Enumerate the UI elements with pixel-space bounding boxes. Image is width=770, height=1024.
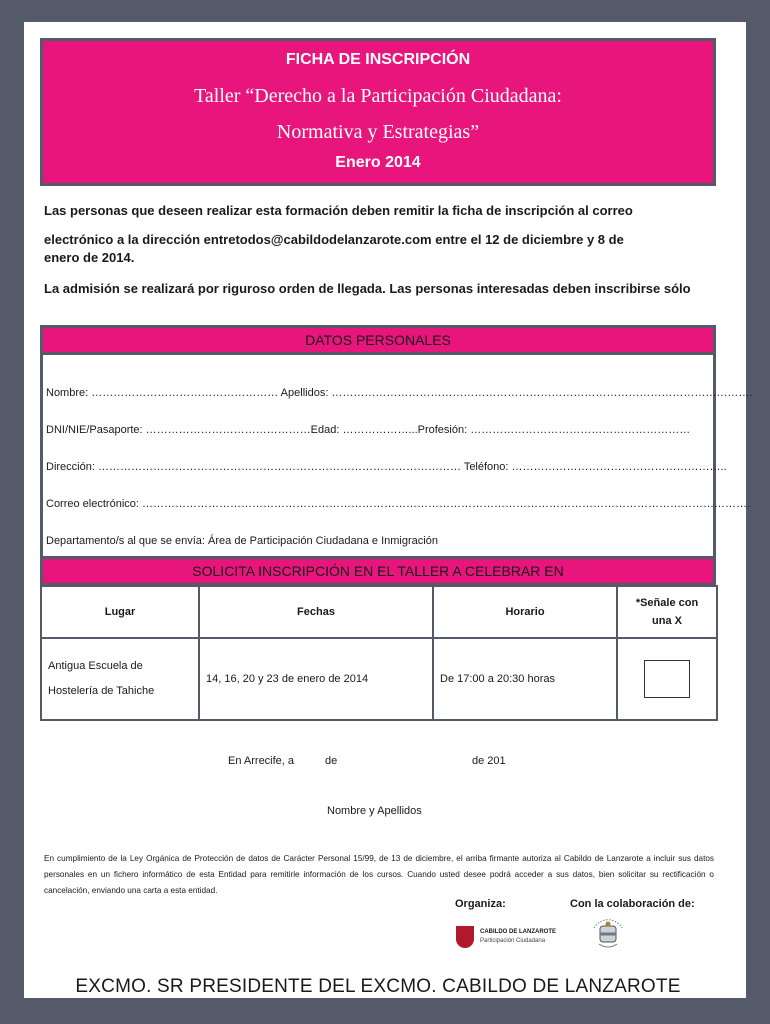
lugar-line1: Antigua Escuela de	[48, 660, 143, 672]
signature-name-label: Nombre y Apellidos	[327, 805, 422, 817]
footer-addressee: EXCMO. SR PRESIDENTE DEL EXCMO. CABILDO DE LANZAROTE	[75, 976, 681, 997]
correo-field[interactable]: Correo electrónico: ………………………………………………………………………………………………………………………………………………….	[46, 498, 751, 510]
cell-checkbox	[617, 638, 717, 720]
section-datos-personales: DATOS PERSONALES	[40, 325, 716, 355]
form-title: FICHA DE INSCRIPCIÓN	[285, 51, 471, 68]
organiza-label: Organiza:	[455, 898, 506, 910]
direccion-telefono-field[interactable]: Dirección: ……………………………………………………………………………………… Teléfono: …………………………………………………..	[46, 461, 727, 473]
nombre-apellidos-field[interactable]: Nombre: …………………………………………… Apellidos: …………………………………………………………………………………………………….	[46, 387, 753, 399]
intro-paragraph-2	[44, 230, 714, 266]
workshop-title-line2: Normativa y Estrategias”	[276, 121, 480, 143]
workshop-title-line1: Taller “Derecho a la Participación Ciudadana:	[194, 85, 562, 107]
cabildo-logo-text: CABILDO DE LANZAROTE	[480, 929, 556, 935]
col-lugar: Lugar	[41, 586, 199, 638]
cabildo-logo-subtext: Participación Ciudadana	[480, 938, 546, 944]
personal-data-box	[40, 353, 716, 558]
lugar-line2: Hostelería de Tahiche	[48, 685, 155, 697]
intro-paragraph-2b: enero de 2014.	[44, 250, 135, 265]
col-senale-line1: *Señale con	[635, 597, 699, 609]
signature-de-2: de 201	[472, 755, 506, 767]
cell-horario: De 17:00 a 20:30 horas	[433, 638, 617, 720]
section-solicita-inscripcion: SOLICITA INSCRIPCIÓN EN EL TALLER A CELEBRAR EN	[40, 556, 716, 586]
intro-paragraph-1: Las personas que deseen realizar esta formación deben remitir la ficha de inscripción al correo	[44, 203, 633, 218]
col-fechas: Fechas	[199, 586, 433, 638]
workshop-date: Enero 2014	[335, 154, 421, 171]
cabildo-logo	[456, 926, 556, 948]
intro-paragraph-3: La admisión se realizará por riguroso orden de llegada. Las personas interesadas deben inscribirse sólo	[44, 281, 691, 296]
col-horario: Horario	[433, 586, 617, 638]
form-header	[40, 38, 716, 186]
table-row	[41, 638, 717, 720]
signature-place: En Arrecife, a	[228, 755, 295, 767]
col-senale-line2: una X	[652, 615, 682, 627]
cell-lugar	[41, 638, 199, 720]
colaboracion-label: Con la colaboración de:	[570, 898, 695, 910]
intro-paragraph-2a: electrónico a la dirección entretodos@cabildodelanzarote.com entre el 12 de diciembre y 8 de	[44, 232, 624, 247]
dni-edad-profesion-field[interactable]: DNI/NIE/Pasaporte: ………………………………………Edad: ………………...Profesión: ……………………………………………………	[46, 424, 691, 436]
schedule-table	[40, 585, 718, 721]
legal-notice: En cumplimiento de la Ley Orgánica de Protección de datos de Carácter Personal 15/99, de 13 de diciembre, el arriba firmante autoriza al Cabildo de Lanzarote a incluir sus datos personales en un fichero informático de esta Entidad para remitirle información de los cursos. Cuando usted desee podrá acceder a sus datos, bien solicitar su rectificación o cancelación, enviando una carta a esta entidad.	[44, 854, 714, 895]
signature-de-1: de	[325, 755, 338, 767]
cabildo-shield-icon	[456, 926, 474, 948]
col-senale	[617, 586, 717, 638]
select-checkbox[interactable]	[644, 660, 690, 698]
collaborator-seal-icon	[588, 914, 628, 954]
departamento-text: Departamento/s al que se envía: Área de Participación Ciudadana e Inmigración	[46, 535, 438, 547]
cell-fechas: 14, 16, 20 y 23 de enero de 2014	[199, 638, 433, 720]
schedule-header-row	[41, 586, 717, 638]
